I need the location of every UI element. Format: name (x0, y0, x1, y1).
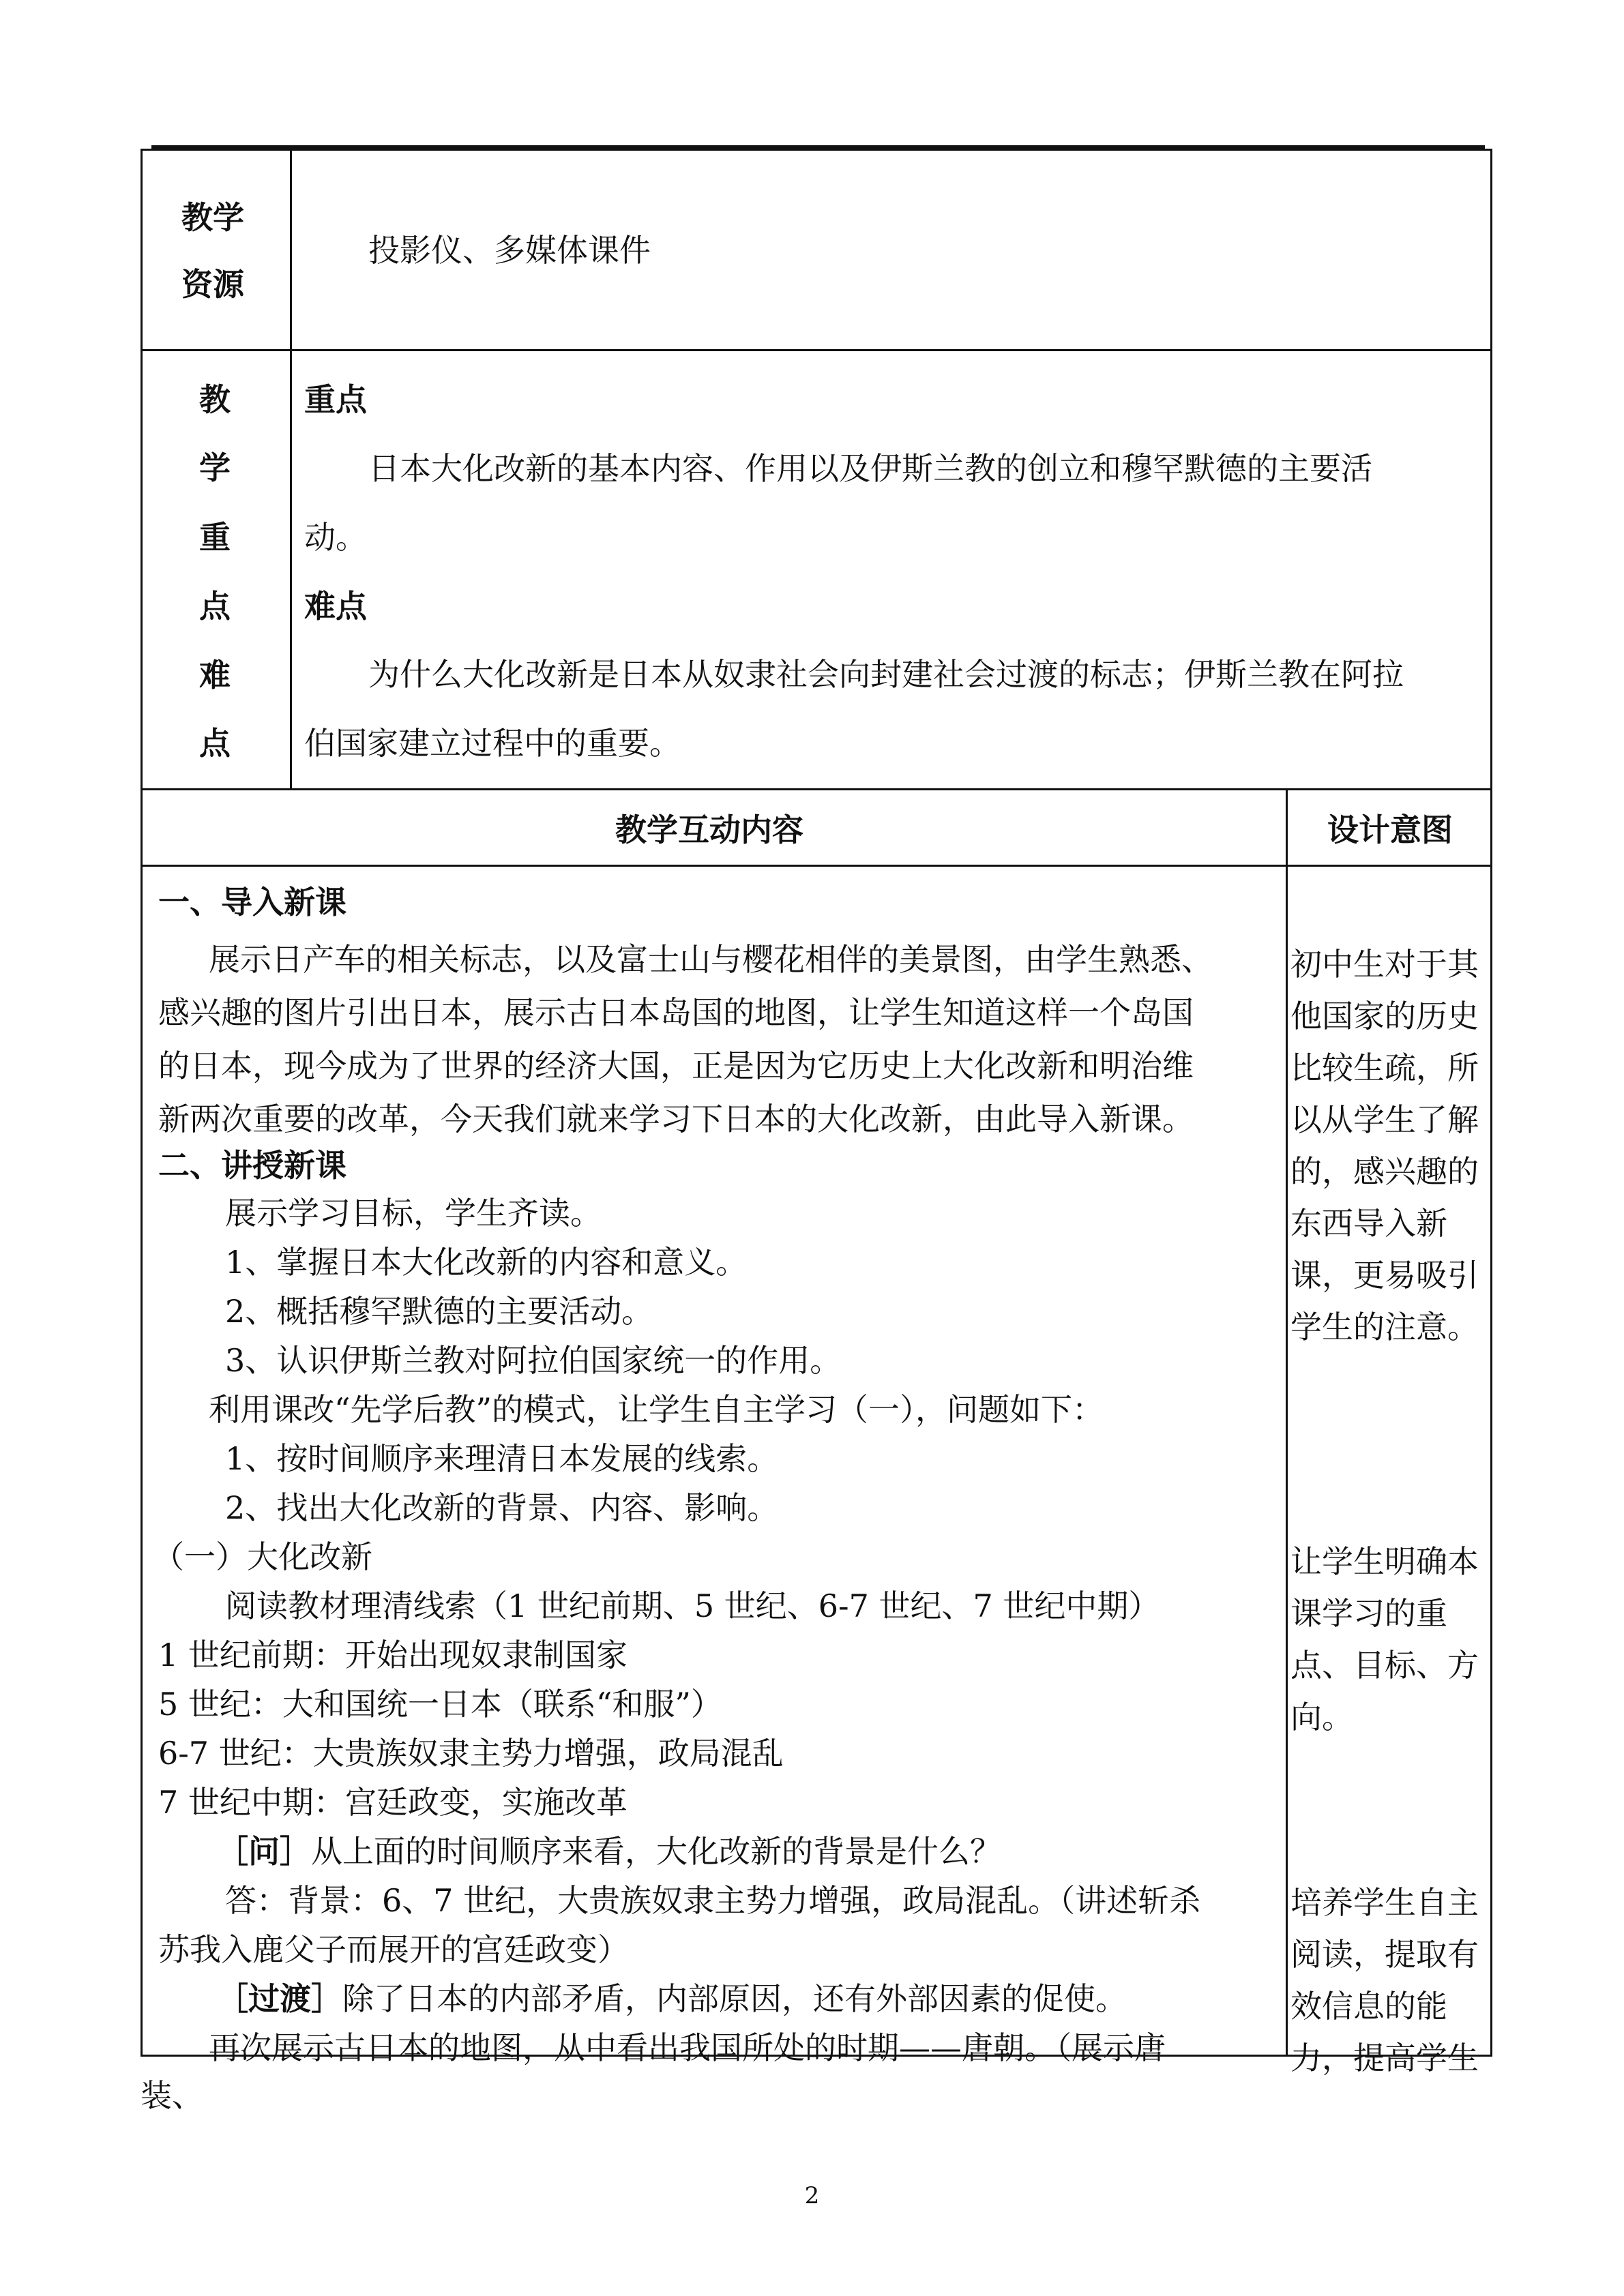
subsection-heading: （一）大化改新 (153, 1538, 372, 1575)
design-line: 他国家的历史 (1290, 998, 1479, 1034)
design-line: 点、目标、方 (1290, 1647, 1479, 1684)
design-line: 东西导入新 (1290, 1205, 1447, 1242)
design-line: 比较生疏，所 (1290, 1049, 1479, 1086)
intro-line: 的日本，现今成为了世界的经济大国，正是因为它历史上大化改新和明治维 (158, 1047, 1194, 1084)
keypoints-label-char: 点 (199, 588, 231, 625)
intro-line: 展示日产车的相关标志，以及富士山与樱花相伴的美景图，由学生熟悉、 (209, 941, 1213, 978)
design-line: 让学生明确本 (1290, 1543, 1479, 1580)
section-heading-teaching: 二、讲授新课 (158, 1147, 346, 1184)
page-number: 2 (804, 2182, 820, 2209)
teaching-line: 1、按时间顺序来理清日本发展的线索。 (225, 1440, 779, 1477)
design-block-1 (1290, 938, 1479, 1353)
transition-text: 除了日本的内部矛盾，内部原因，还有外部因素的促使。 (342, 1980, 1127, 2017)
transition-line (217, 1980, 1127, 2017)
design-line: 效信息的能 (1290, 1988, 1447, 2025)
design-line: 课，更易吸引 (1290, 1257, 1479, 1294)
nandian-line2: 伯国家建立过程中的重要。 (304, 725, 681, 762)
resources-label-line2: 资源 (181, 266, 244, 303)
interaction-divider (1286, 788, 1288, 2057)
last-line: 装、 (141, 2077, 203, 2114)
design-line: 学生的注意。 (1290, 1309, 1479, 1345)
design-line: 以从学生了解 (1290, 1101, 1479, 1138)
timeline-line: 1 世纪前期：开始出现奴隶制国家 (158, 1637, 628, 1673)
teaching-line: 2、概括穆罕默德的主要活动。 (225, 1293, 653, 1330)
keypoints-label-char: 学 (199, 449, 231, 486)
resources-row (141, 149, 1492, 351)
teaching-line: 利用课改“先学后教”的模式，让学生自主学习（一），问题如下： (209, 1391, 1104, 1428)
keypoints-label-char: 教 (199, 381, 231, 418)
design-line: 阅读，提取有 (1290, 1936, 1479, 1973)
design-line: 力，提高学生 (1290, 2040, 1479, 2076)
header-content-col: 教学互动内容 (615, 811, 803, 848)
resources-content: 投影仪、多媒体课件 (368, 232, 651, 269)
keypoints-label-char: 难 (199, 657, 231, 694)
timeline-line: 7 世纪中期：宫廷政变，实施改革 (158, 1784, 628, 1821)
keypoints-divider (290, 349, 292, 790)
zhongdian-line1: 日本大化改新的基本内容、作用以及伊斯兰教的创立和穆罕默德的主要活 (368, 450, 1372, 487)
intro-line: 感兴趣的图片引出日本，展示古日本岛国的地图，让学生知道这样一个岛国 (158, 994, 1194, 1031)
design-line: 初中生对于其 (1290, 946, 1479, 983)
last-line: 再次展示古日本的地图，从中看出我国所处的时期——唐朝。（展示唐 (209, 2029, 1166, 2066)
zhongdian-heading: 重点 (304, 381, 367, 418)
timeline-line: 5 世纪：大和国统一日本（联系“和服”） (158, 1686, 722, 1723)
section-heading-intro: 一、导入新课 (158, 884, 346, 921)
design-block-2 (1290, 1536, 1479, 1743)
keypoints-label-char: 点 (199, 725, 231, 762)
answer-line: 答：背景：6、7 世纪，大贵族奴隶主势力增强，政局混乱。（讲述斩杀 (225, 1882, 1201, 1919)
teaching-line: 2、找出大化改新的背景、内容、影响。 (225, 1489, 779, 1526)
nandian-line1: 为什么大化改新是日本从奴隶社会向封建社会过渡的标志；伊斯兰教在阿拉 (368, 656, 1404, 693)
timeline-line: 6-7 世纪：大贵族奴隶主势力增强，政局混乱 (158, 1735, 784, 1772)
header-design-col: 设计意图 (1327, 811, 1453, 848)
resources-label-line1: 教学 (181, 199, 244, 236)
resources-divider (290, 149, 292, 351)
design-line: 培养学生自主 (1290, 1884, 1479, 1921)
question-tag: ［问］ (217, 1833, 311, 1870)
interaction-header-rule (141, 865, 1492, 867)
design-line: 向。 (1290, 1699, 1353, 1735)
intro-line: 新两次重要的改革，今天我们就来学习下日本的大化改新，由此导入新课。 (158, 1101, 1194, 1137)
keypoints-label-char: 重 (199, 519, 231, 556)
design-block-3 (1290, 1877, 1479, 2084)
design-line: 课学习的重 (1290, 1595, 1447, 1632)
timeline-line: 阅读教材理清线索（1 世纪前期、5 世纪、6-7 世纪、7 世纪中期） (225, 1587, 1160, 1624)
zhongdian-line2: 动。 (304, 519, 367, 556)
question-line (217, 1833, 1001, 1870)
question-text: 从上面的时间顺序来看，大化改新的背景是什么？ (311, 1833, 1001, 1870)
design-line: 的，感兴趣的 (1290, 1153, 1479, 1190)
transition-tag: ［过渡］ (217, 1980, 342, 2017)
teaching-line: 3、认识伊斯兰教对阿拉伯国家统一的作用。 (225, 1342, 842, 1379)
answer-line: 苏我入鹿父子而展开的宫廷政变） (158, 1931, 629, 1968)
nandian-heading: 难点 (304, 588, 367, 625)
teaching-line: 展示学习目标，学生齐读。 (225, 1195, 602, 1232)
teaching-line: 1、掌握日本大化改新的内容和意义。 (225, 1244, 748, 1281)
